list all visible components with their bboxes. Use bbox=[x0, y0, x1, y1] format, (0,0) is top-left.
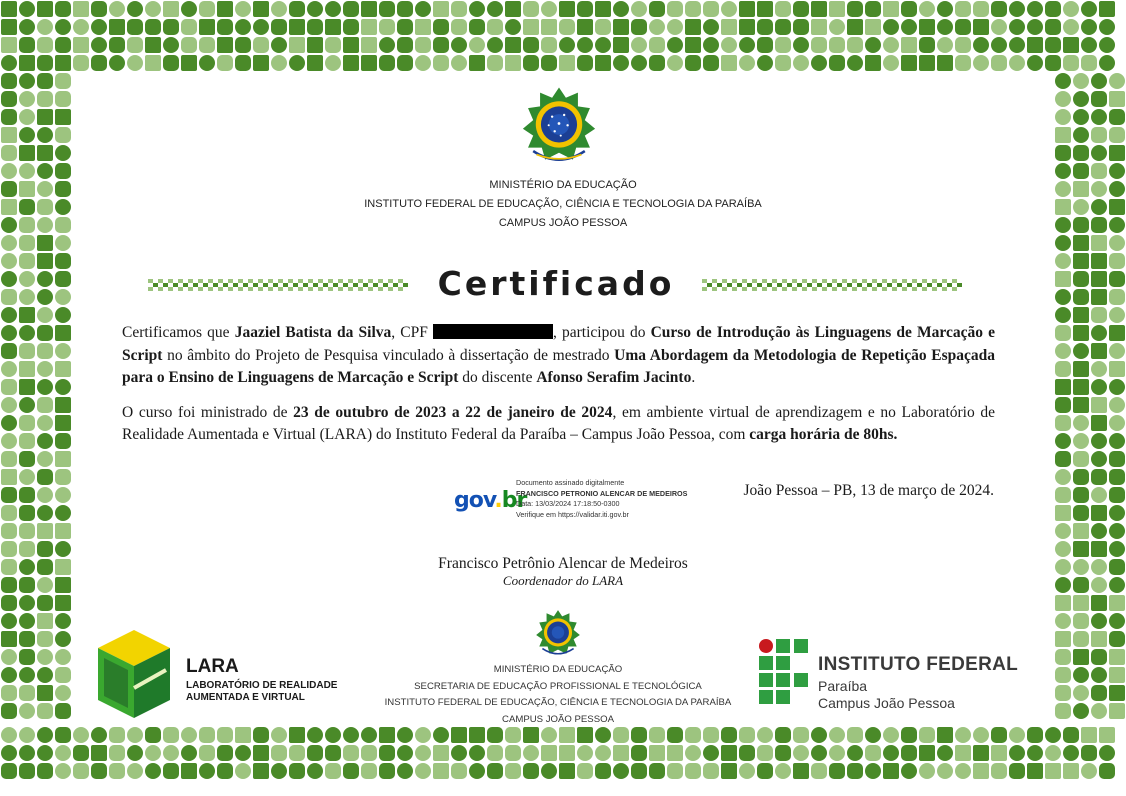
signatory-name: Francisco Petrônio Alencar de Medeiros bbox=[438, 555, 688, 572]
title-decoration-left bbox=[148, 278, 410, 292]
certificate-body bbox=[122, 322, 995, 459]
lara-subtitle-line: LABORATÓRIO DE REALIDADE bbox=[186, 680, 338, 691]
text: , participou do bbox=[552, 324, 651, 341]
certificate-sheet bbox=[72, 72, 1054, 726]
govbr-logo-br: br bbox=[501, 488, 527, 513]
ifpb-campus: Campus João Pessoa bbox=[818, 695, 955, 711]
redacted-cpf bbox=[433, 324, 553, 339]
ifpb-state: Paraíba bbox=[818, 678, 868, 694]
text: , em ambiente virtual de aprendizagem e no Laboratório de Realidade Aumentada e Virtual (LARA) do Instituto Federal da Paraíba – Campus João Pessoa, com bbox=[122, 403, 995, 443]
paragraph-attestation bbox=[122, 322, 995, 390]
course-period: 23 de outubro de 2023 a 22 de janeiro de 2024 bbox=[293, 403, 613, 421]
course-workload: carga horária de 80hs. bbox=[749, 426, 898, 443]
if-logo-icon bbox=[758, 638, 810, 704]
header-line: CAMPUS JOÃO PESSOA bbox=[498, 217, 628, 229]
dissertation-title: Uma Abordagem da Metodologia de Repetição Espaçada para o Ensino de Linguagens de Marcação e Script bbox=[122, 346, 995, 386]
student-name: Afonso Serafim Jacinto bbox=[536, 369, 692, 386]
text: , CPF bbox=[391, 324, 433, 341]
footer-line: MINISTÉRIO DA EDUCAÇÃO bbox=[493, 664, 623, 675]
border-left bbox=[0, 72, 72, 726]
lara-logo-block bbox=[96, 628, 356, 724]
footer-line: CAMPUS JOÃO PESSOA bbox=[502, 713, 614, 725]
ifpb-name: INSTITUTO FEDERAL bbox=[818, 654, 1019, 675]
signature-details bbox=[516, 478, 687, 520]
border-bottom bbox=[0, 726, 1126, 796]
footer-institution bbox=[362, 662, 754, 728]
header-line: MINISTÉRIO DA EDUCAÇÃO bbox=[489, 179, 637, 191]
ifpb-logo-block bbox=[758, 638, 1038, 718]
lara-cube-icon bbox=[96, 628, 172, 720]
footer-line: SECRETARIA DE EDUCAÇÃO PROFISSIONAL E TECNOLÓGICA bbox=[414, 680, 702, 692]
ifpb-subtitle bbox=[818, 678, 955, 712]
text: Certificamos que bbox=[122, 324, 235, 341]
title-decoration-right bbox=[702, 278, 964, 292]
institution-header bbox=[72, 176, 1054, 233]
text: no âmbito do Projeto de Pesquisa vinculado à dissertação de mestrado bbox=[162, 346, 615, 364]
text: . bbox=[691, 369, 696, 386]
brasao-republica-icon bbox=[516, 84, 602, 170]
footer-line: INSTITUTO FEDERAL DE EDUCAÇÃO, CIÊNCIA E TECNOLOGIA DA PARAÍBA bbox=[384, 697, 732, 708]
verify-url: Verifique em https://validar.iti.gov.br bbox=[516, 509, 629, 519]
lara-subtitle-line: AUMENTADA E VIRTUAL bbox=[186, 692, 305, 703]
text: O curso foi ministrado de bbox=[122, 403, 294, 421]
signature-date: Data: 13/03/2024 17:18:50-0300 bbox=[516, 499, 620, 508]
text: do discente bbox=[458, 369, 537, 386]
course-name: Curso de Introdução às Linguagens de Marcação e Script bbox=[122, 324, 995, 364]
govbr-logo-gov: gov bbox=[454, 488, 495, 513]
border-top bbox=[0, 0, 1126, 72]
place-date: João Pessoa – PB, 13 de março de 2024. bbox=[743, 482, 994, 499]
lara-name: LARA bbox=[186, 656, 239, 677]
certificate-title: Certificado bbox=[437, 264, 675, 303]
govbr-logo-dot: . bbox=[494, 488, 502, 513]
header-line: INSTITUTO FEDERAL DE EDUCAÇÃO, CIÊNCIA E TECNOLOGIA DA PARAÍBA bbox=[364, 198, 762, 210]
signatory-role: Coordenador do LARA bbox=[502, 573, 624, 588]
lara-subtitle bbox=[186, 680, 337, 704]
signature-block bbox=[72, 554, 1054, 589]
signer-name: FRANCISCO PETRONIO ALENCAR DE MEDEIROS bbox=[516, 488, 688, 498]
digital-signature-stamp bbox=[454, 476, 694, 526]
signed-label: Documento assinado digitalmente bbox=[516, 478, 625, 487]
title-row bbox=[148, 264, 964, 304]
participant-name: Jaaziel Batista da Silva bbox=[234, 324, 392, 341]
border-right bbox=[1054, 72, 1126, 726]
brasao-republica-icon bbox=[532, 608, 584, 660]
paragraph-course-details bbox=[122, 402, 995, 447]
